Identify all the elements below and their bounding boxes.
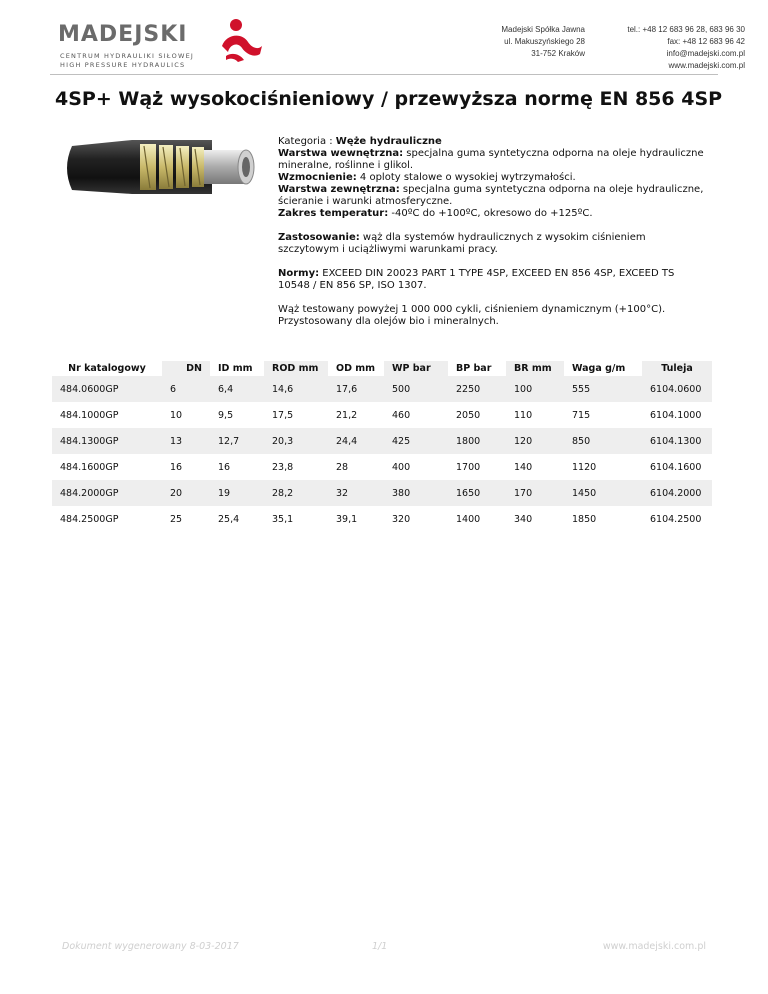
table-cell: 14,6 xyxy=(264,376,328,402)
reinforcement-value: 4 oploty stalowe o wysokiej wytrzymałości. xyxy=(356,172,576,183)
company-address xyxy=(425,24,585,60)
logo-wordmark: MADEJSKI xyxy=(58,22,188,47)
table-cell: 28,2 xyxy=(264,480,328,506)
table-row xyxy=(52,506,712,532)
address-line: Madejski Spółka Jawna xyxy=(501,25,585,34)
table-cell: 10 xyxy=(170,409,183,421)
footer-page-number: 1/1 xyxy=(372,941,388,952)
table-cell: 140 xyxy=(514,461,533,473)
temperature-value: -40ºC do +100ºC, okresowo do +125ºC. xyxy=(388,208,593,219)
table-cell: 1120 xyxy=(572,461,597,473)
table-cell: 484.1300GP xyxy=(52,428,162,454)
col-header: DN xyxy=(162,361,210,376)
page-title: 4SP+ Wąż wysokociśnieniowy / przewyższa normę EN 856 4SP xyxy=(55,88,723,110)
table-cell: 39,1 xyxy=(336,513,358,525)
table-row xyxy=(52,402,712,428)
temperature-label: Zakres temperatur: xyxy=(278,208,389,219)
table-cell: 6104.2500 xyxy=(650,513,702,525)
table-cell: 484.0600GP xyxy=(52,376,162,402)
table-cell: 340 xyxy=(514,513,533,525)
table-cell: 1700 xyxy=(456,461,481,473)
col-header: ROD mm xyxy=(264,361,328,376)
application-line xyxy=(278,232,706,256)
table-cell: 484.1000GP xyxy=(60,409,119,421)
table-header-row xyxy=(52,361,712,376)
page-header xyxy=(50,14,745,72)
address-line: ul. Makuszyńskiego 28 xyxy=(504,37,585,46)
col-header: BP bar xyxy=(448,361,506,376)
table-cell: 170 xyxy=(506,480,564,506)
table-cell: 35,1 xyxy=(272,513,294,525)
table-cell: 23,8 xyxy=(272,461,294,473)
inner-layer-line xyxy=(278,148,706,172)
contact-line[interactable]: info@madejski.com.pl xyxy=(666,49,745,58)
product-description xyxy=(278,136,706,340)
company-logo xyxy=(56,20,271,80)
table-cell: 425 xyxy=(384,428,448,454)
table-cell: 13 xyxy=(162,428,210,454)
table-cell: 484.1600GP xyxy=(60,461,119,473)
table-cell: 484.2500GP xyxy=(60,513,119,525)
col-header: Waga g/m xyxy=(564,361,642,376)
table-cell: 25 xyxy=(170,513,183,525)
inner-layer-label: Warstwa wewnętrzna: xyxy=(278,148,404,159)
category-label: Kategoria : xyxy=(278,136,336,147)
logo-subtitle-2: HIGH PRESSURE HYDRAULICS xyxy=(60,61,186,69)
table-cell: 380 xyxy=(384,480,448,506)
table-row xyxy=(52,480,712,506)
table-cell: 1400 xyxy=(456,513,481,525)
table-cell: 715 xyxy=(572,409,591,421)
table-cell: 2050 xyxy=(456,409,481,421)
outer-layer-value: specjalna guma syntetyczna odporna na oleje hydrauliczne, ścieranie i warunki atmosferyczne. xyxy=(278,184,704,207)
table-cell: 25,4 xyxy=(218,513,240,525)
table-cell: 100 xyxy=(506,376,564,402)
col-header: OD mm xyxy=(328,361,384,376)
col-header: ID mm xyxy=(210,361,264,376)
norms-value: EXCEED DIN 20023 PART 1 TYPE 4SP, EXCEED EN 856 4SP, EXCEED TS 10548 / EN 856 SP, ISO 1307. xyxy=(278,268,675,291)
table-row xyxy=(52,428,712,454)
table-cell: 24,4 xyxy=(328,428,384,454)
outer-layer-line xyxy=(278,184,706,208)
table-cell: 2250 xyxy=(448,376,506,402)
table-cell: 19 xyxy=(210,480,264,506)
table-cell: 555 xyxy=(564,376,642,402)
spec-table xyxy=(52,361,712,532)
header-divider xyxy=(50,74,718,75)
table-cell: 20,3 xyxy=(264,428,328,454)
reinforcement-label: Wzmocnienie: xyxy=(278,172,357,183)
table-row xyxy=(52,454,712,480)
table-cell: 16 xyxy=(218,461,231,473)
company-contact xyxy=(570,24,745,72)
table-cell: 17,6 xyxy=(328,376,384,402)
test-note: Wąż testowany powyżej 1 000 000 cykli, ciśnieniem dynamicznym (+100°C). Przystosowany dla olejów bio i mineralnych. xyxy=(278,304,666,327)
table-cell: 1450 xyxy=(564,480,642,506)
footer-url[interactable]: www.madejski.com.pl xyxy=(602,941,706,952)
table-cell: 6104.1600 xyxy=(650,461,702,473)
table-cell: 9,5 xyxy=(218,409,234,421)
table-cell: 17,5 xyxy=(272,409,294,421)
col-header: WP bar xyxy=(384,361,448,376)
table-cell: 12,7 xyxy=(210,428,264,454)
table-cell: 28 xyxy=(336,461,349,473)
col-header: BR mm xyxy=(506,361,564,376)
inner-layer-value: specjalna guma syntetyczna odporna na oleje hydrauliczne mineralne, roślinne i glikol. xyxy=(278,148,704,171)
application-label: Zastosowanie: xyxy=(278,232,360,243)
contact-line: tel.: +48 12 683 96 28, 683 96 30 xyxy=(627,25,745,34)
table-cell: 16 xyxy=(170,461,183,473)
table-cell: 460 xyxy=(392,409,411,421)
table-cell: 1800 xyxy=(448,428,506,454)
table-cell: 6 xyxy=(162,376,210,402)
col-header: Tuleja xyxy=(642,361,712,376)
logo-subtitle-1: CENTRUM HYDRAULIKI SIŁOWEJ xyxy=(60,52,194,60)
table-cell: 32 xyxy=(328,480,384,506)
table-cell: 320 xyxy=(392,513,411,525)
table-cell: 1650 xyxy=(448,480,506,506)
contact-line[interactable]: www.madejski.com.pl xyxy=(668,61,745,70)
norms-label: Normy: xyxy=(278,268,320,279)
table-cell: 850 xyxy=(564,428,642,454)
table-row xyxy=(52,376,712,402)
reinforcement-line xyxy=(278,172,706,184)
table-cell: 20 xyxy=(162,480,210,506)
table-cell: 6104.1300 xyxy=(642,428,712,454)
address-line: 31-752 Kraków xyxy=(531,49,585,58)
table-cell: 1850 xyxy=(572,513,597,525)
table-cell: 120 xyxy=(506,428,564,454)
table-cell: 6104.2000 xyxy=(642,480,712,506)
table-cell: 500 xyxy=(384,376,448,402)
logo-figure-icon xyxy=(214,16,264,66)
contact-line: fax: +48 12 683 96 42 xyxy=(667,37,745,46)
table-cell: 6104.0600 xyxy=(642,376,712,402)
table-cell: 400 xyxy=(392,461,411,473)
table-cell: 21,2 xyxy=(336,409,358,421)
table-cell: 6,4 xyxy=(210,376,264,402)
table-cell: 6104.1000 xyxy=(650,409,702,421)
table-cell: 110 xyxy=(514,409,533,421)
norms-line xyxy=(278,268,706,292)
hose-image xyxy=(62,132,272,202)
application-value: wąż dla systemów hydraulicznych z wysokim ciśnieniem szczytowym i uciążliwymi warunkami pracy. xyxy=(278,232,646,255)
temperature-line xyxy=(278,208,706,220)
table-cell: 484.2000GP xyxy=(52,480,162,506)
outer-layer-label: Warstwa zewnętrzna: xyxy=(278,184,400,195)
category-value: Węże hydrauliczne xyxy=(335,136,442,147)
col-header: Nr katalogowy xyxy=(52,361,162,376)
category-line xyxy=(278,136,706,148)
footer-generated: Dokument wygenerowany 8-03-2017 xyxy=(62,941,239,952)
